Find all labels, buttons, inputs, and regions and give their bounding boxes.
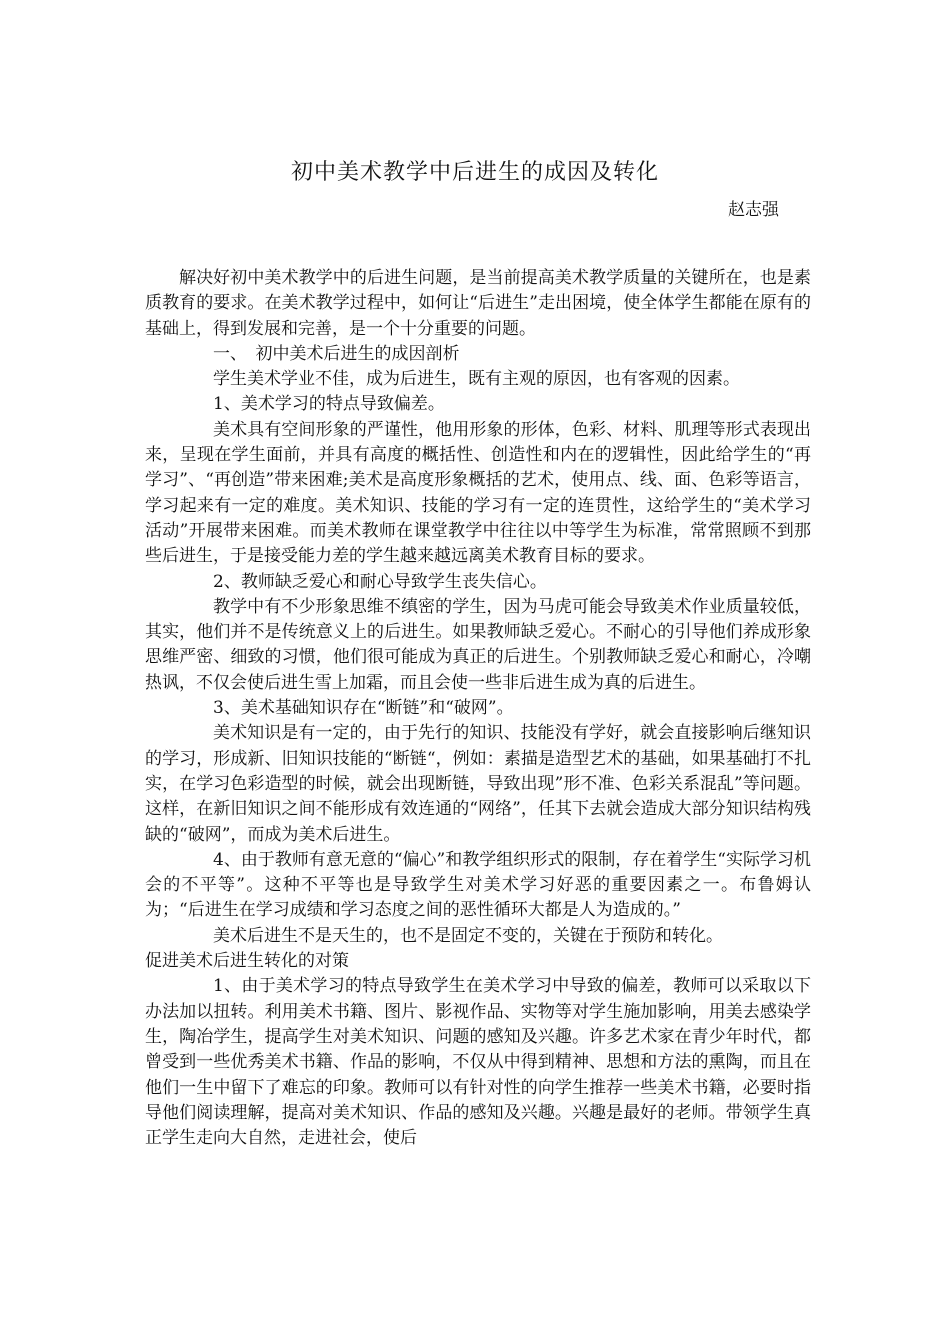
paragraph: 学生美术学业不佳，成为后进生，既有主观的原因，也有客观的因素。 — [213, 369, 740, 390]
paragraph: 美术后进生不是天生的，也不是固定不变的，关键在于预防和转化。 — [213, 925, 723, 946]
section-heading-strategies: 促进美术后进生转化的对策 — [145, 951, 349, 972]
paragraph-intro: 解决好初中美术教学中的后进生问题，是当前提高美术教学质量的关键所在，也是素质教育的要求。在美术教学过程中，如何让“后进生”走出困境，使全体学生都能在原有的基础上，得到发展和完善，是一个十分重要的问题。 — [145, 268, 811, 339]
subheading-3: 3、美术基础知识存在“断链”和“破网”。 — [213, 698, 514, 719]
section-heading-causes: 一、 初中美术后进生的成因剖析 — [213, 343, 460, 364]
document-author: 赵志强 — [728, 200, 779, 220]
paragraph: 美术知识是有一定的，由于先行的知识、技能没有学好，就会直接影响后继知识的学习，形成新、旧知识技能的“断链“，例如：素描是造型艺术的基础，如果基础打不扎实，在学习色彩造型的时候，就会出现断链，导致出现”形不准、色彩关系混乱”等问题。这样，在新旧知识之间不能形成有效连通的“网络”，任其下去就会造成大部分知识结构残缺的“破网”，而成为美术后进生。 — [145, 723, 811, 845]
paragraph: 1、由于美术学习的特点导致学生在美术学习中导致的偏差，教师可以采取以下办法加以扭转。利用美术书籍、图片、影视作品、实物等对学生施加影响，用美去感染学生，陶冶学生，提高学生对美术知识、问题的感知及兴趣。许多艺术家在青少年时代，都曾受到一些优秀美术书籍、作品的影响，不仅从中得到精神、思想和方法的熏陶，而且在他们一生中留下了难忘的印象。教师可以有针对性的向学生推荐一些美术书籍，必要时指导他们阅读理解，提高对美术知识、作品的感知及兴趣。兴趣是最好的老师。带领学生真正学生走向大自然，走进社会，使后 — [145, 976, 811, 1149]
paragraph: 4、由于教师有意无意的“偏心”和教学组织形式的限制，存在着学生“实际学习机会的不平等”。这种不平等也是导致学生对美术学习好恶的重要因素之一。布鲁姆认为；“后进生在学习成绩和学习态度之间的恶性循环大都是人为造成的。” — [145, 849, 811, 921]
subheading-1: 1、美术学习的特点导致偏差。 — [213, 394, 445, 415]
paragraph: 教学中有不少形象思维不缜密的学生，因为马虎可能会导致美术作业质量较低，其实，他们并不是传统意义上的后进生。如果教师缺乏爱心。不耐心的引导他们养成形象思维严密、细致的习惯，他们很可能成为真正的后进生。个别教师缺乏爱心和耐心，冷嘲热讽，不仅会使后进生雪上加霜，而且会使一些非后进生成为真的后进生。 — [145, 596, 811, 693]
subheading-2: 2、教师缺乏爱心和耐心导致学生丧失信心。 — [213, 571, 547, 592]
document-body — [145, 266, 811, 1151]
paragraph: 美术具有空间形象的严谨性，他用形象的形体，色彩、材料、肌理等形式表现出来，呈现在学生面前，并具有高度的概括性、创造性和内在的逻辑性，因此给学生的“再学习”、“再创造”带来困难;美术是高度形象概括的艺术，使用点、线、面、色彩等语言，学习起来有一定的难度。美术知识、技能的学习有一定的连贯性，这给学生的“美术学习活动”开展带来困难。而美术教师在课堂教学中往往以中等学生为标准，常常照顾不到那些后进生，于是接受能力差的学生越来越远离美术教育目标的要求。 — [145, 419, 811, 567]
document-title: 初中美术教学中后进生的成因及转化 — [290, 160, 659, 185]
